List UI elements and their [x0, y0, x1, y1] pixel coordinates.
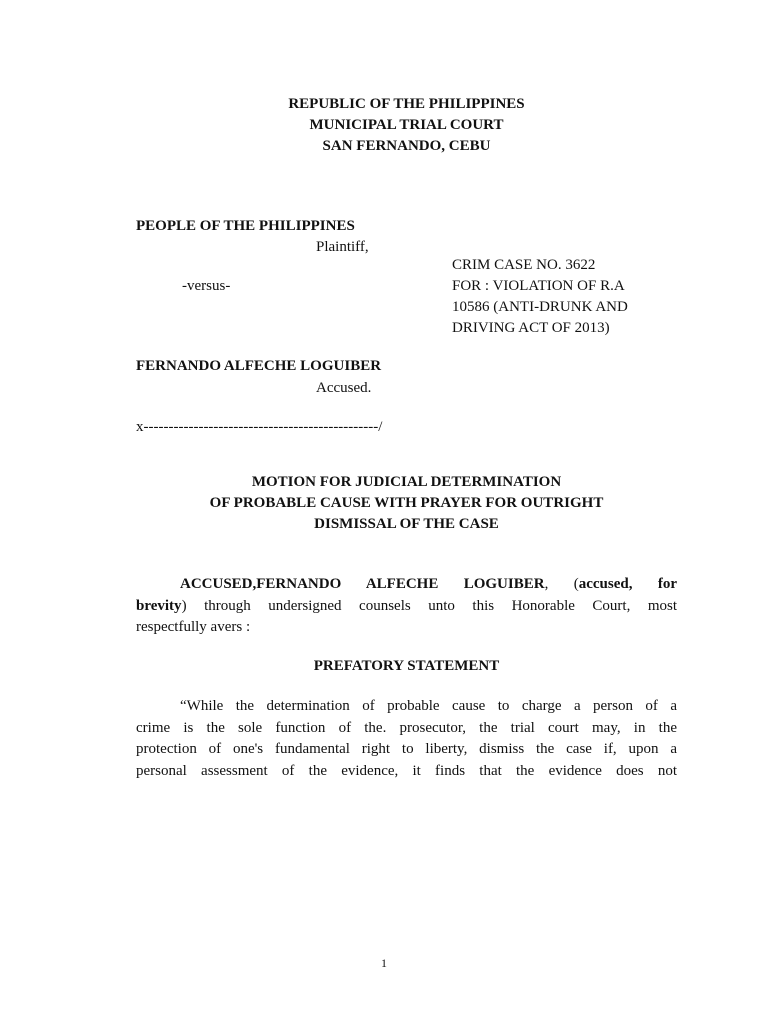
case-violation-line: FOR : VIOLATION OF R.A	[452, 278, 625, 294]
intro-paragraph	[136, 574, 677, 639]
case-act-line: 10586 (ANTI-DRUNK AND	[452, 299, 628, 315]
intro-line-3: respectfully avers :	[136, 619, 251, 635]
page-number: 1	[381, 956, 387, 970]
intro-line-1	[136, 574, 677, 596]
accused-name: FERNANDO ALFECHE LOGUIBER	[136, 358, 382, 374]
header-location: SAN FERNANDO, CEBU	[322, 138, 491, 154]
court-header	[136, 94, 677, 157]
plaintiff-role: Plaintiff,	[316, 239, 369, 255]
accused-role: Accused.	[316, 380, 372, 396]
brevity-phrase-b: brevity	[136, 597, 182, 614]
brevity-phrase-a: accused, for	[578, 576, 678, 592]
prefatory-paragraph	[136, 696, 677, 782]
intro-connector: , (	[544, 576, 579, 592]
prefatory-line-3: protection of one's fundamental right to liberty, dismiss the case if, upon a	[136, 741, 677, 757]
section-heading: PREFATORY STATEMENT	[313, 658, 500, 674]
header-republic: REPUBLIC OF THE PHILIPPINES	[288, 96, 525, 112]
prefatory-line-2: crime is the sole function of the. prosecutor, the trial court may, in the	[136, 719, 677, 736]
motion-title-line-2: OF PROBABLE CAUSE WITH PRAYER FOR OUTRIGHT	[209, 495, 604, 511]
case-number: CRIM CASE NO. 3622	[452, 257, 596, 273]
case-details	[452, 255, 628, 339]
accused-name-inline: ACCUSED,FERNANDO ALFECHE LOGUIBER	[180, 576, 545, 592]
intro-line-2	[136, 596, 677, 618]
motion-title-line-1: MOTION FOR JUDICIAL DETERMINATION	[251, 474, 562, 490]
header-court: MUNICIPAL TRIAL COURT	[309, 117, 504, 133]
intro-text-2: ) through undersigned counsels unto this Honorable Court, most	[181, 597, 677, 614]
motion-title-line-3: DISMISSAL OF THE CASE	[314, 516, 499, 532]
caption-separator: x-----------------------------------------------/	[136, 419, 383, 435]
prefatory-line-1: “While the determination of probable cause to charge a person of a	[180, 698, 677, 714]
versus-label: -versus-	[182, 278, 231, 294]
case-act-line-2: DRIVING ACT OF 2013)	[452, 320, 610, 336]
motion-title	[136, 472, 677, 535]
prefatory-line-4: personal assessment of the evidence, it finds that the evidence does not	[136, 762, 677, 779]
plaintiff-name: PEOPLE OF THE PHILIPPINES	[136, 218, 355, 234]
